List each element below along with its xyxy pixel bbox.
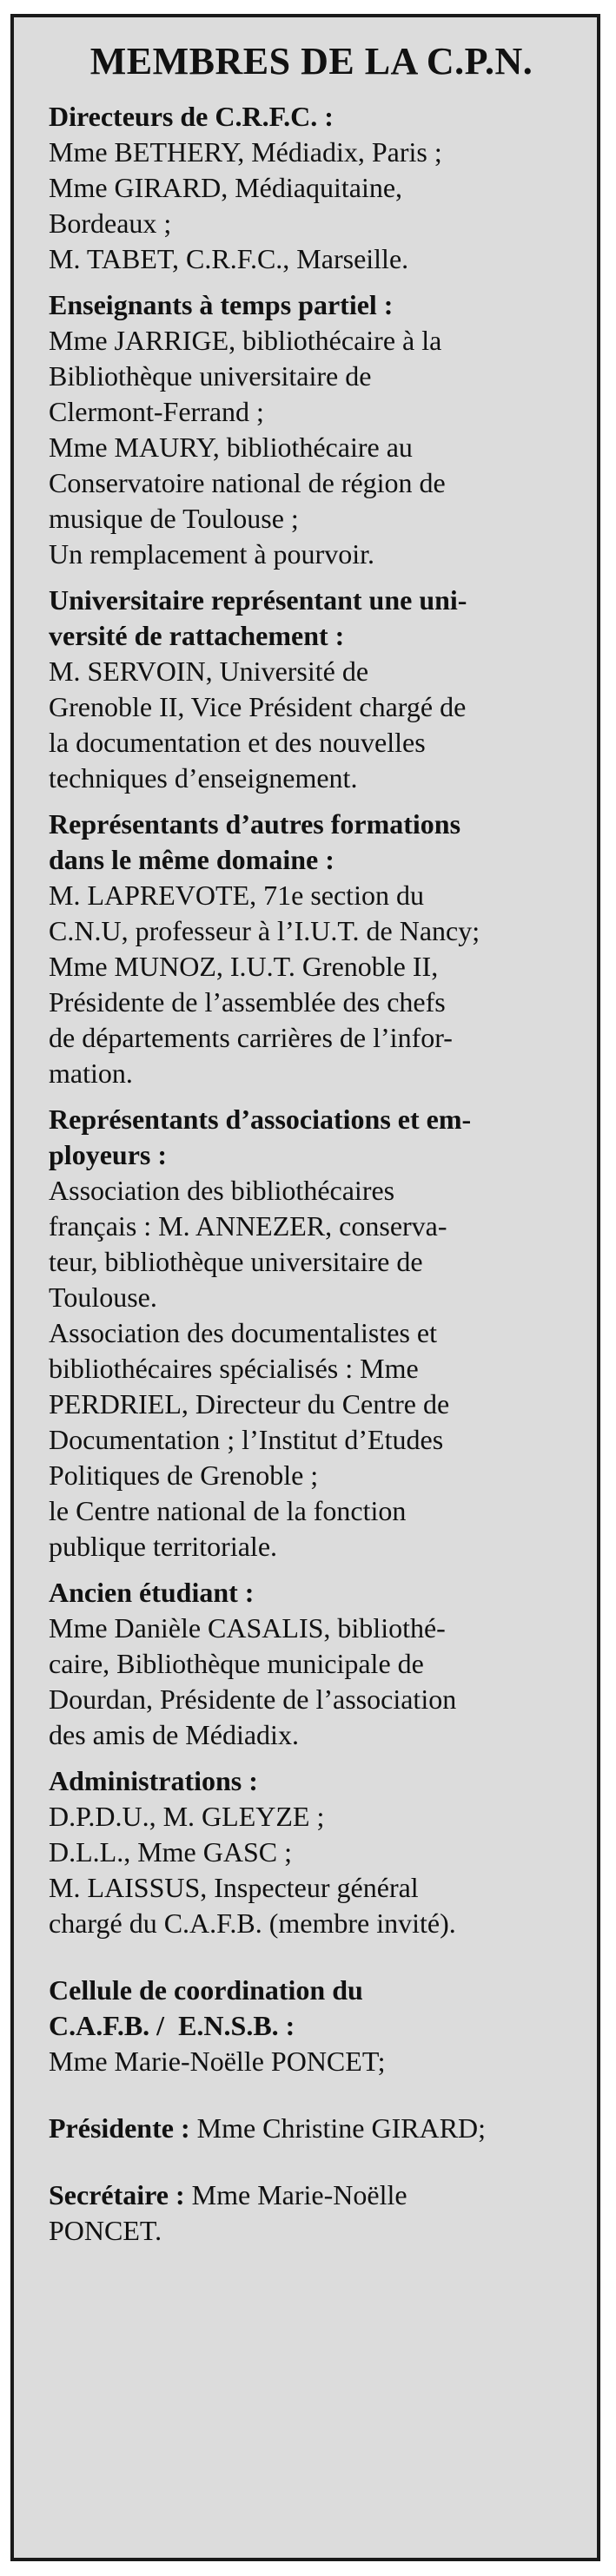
section-heading: ployeurs : [49,1139,167,1170]
section-heading: versité de rattachement : [49,620,345,651]
section-line: publique territoriale. [49,1531,278,1562]
secretaire-value: Mme Marie-Noëlle [184,2179,407,2210]
section-line: M. LAISSUS, Inspecteur général [49,1872,419,1903]
section-line: Clermont-Ferrand ; [49,396,264,427]
section-heading: C.A.F.B. / E.N.S.B. : [49,2010,295,2041]
section-line: musique de Toulouse ; [49,503,299,534]
section-line: techniques d’enseignement. [49,762,358,794]
section-line: de départements carrières de l’infor- [49,1022,453,1053]
section-line: Mme JARRIGE, bibliothécaire à la [49,325,442,356]
section-line: Présidente de l’assemblée des chefs [49,986,446,1018]
section-line: le Centre national de la fonction [49,1495,407,1526]
secretaire-line [49,2177,574,2213]
section-line: D.P.D.U., M. GLEYZE ; [49,1801,325,1832]
section-enseignants [49,287,574,572]
section-line: Mme MAURY, bibliothécaire au [49,432,413,463]
section-presidente [49,2111,574,2146]
section-line: Bordeaux ; [49,208,172,239]
cpn-members-box [10,14,600,2561]
section-line: D.L.L., Mme GASC ; [49,1836,292,1868]
section-line: Un remplacement à pourvoir. [49,538,374,570]
section-line: Mme MUNOZ, I.U.T. Grenoble II, [49,951,439,982]
presidente-label: Présidente : [49,2112,190,2144]
section-line: mation. [49,1057,133,1089]
section-heading: Enseignants à temps partiel : [49,289,394,320]
secretaire-line-2: PONCET. [49,2215,162,2246]
section-line: teur, bibliothèque universitaire de [49,1246,423,1277]
section-administrations [49,1763,574,1941]
section-line: chargé du C.A.F.B. (membre invité). [49,1907,456,1939]
section-heading: dans le même domaine : [49,844,334,875]
section-heading: Administrations : [49,1765,258,1796]
section-line: Grenoble II, Vice Président chargé de [49,691,467,722]
section-line: caire, Bibliothèque municipale de [49,1648,424,1679]
section-line: la documentation et des nouvelles [49,727,426,758]
section-line: Conservatoire national de région de [49,467,446,498]
section-line: Bibliothèque universitaire de [49,360,372,392]
section-line: PERDRIEL, Directeur du Centre de [49,1388,450,1420]
section-line: M. SERVOIN, Université de [49,656,369,687]
section-line: M. TABET, C.R.F.C., Marseille. [49,243,409,274]
secretaire-label: Secrétaire : [49,2179,185,2210]
section-line: Documentation ; l’Institut d’Etudes [49,1424,444,1455]
presidente-value: Mme Christine GIRARD; [189,2112,487,2144]
section-line: C.N.U, professeur à l’I.U.T. de Nancy; [49,915,480,946]
section-line: Association des bibliothécaires [49,1175,395,1206]
section-line: français : M. ANNEZER, conserva- [49,1210,447,1242]
section-associations [49,1102,574,1565]
section-heading: Ancien étudiant : [49,1577,255,1608]
page-title: MEMBRES DE LA C.P.N. [89,40,533,82]
section-heading: Représentants d’autres formations [49,808,461,840]
section-line: des amis de Médiadix. [49,1719,299,1750]
section-line: Politiques de Grenoble ; [49,1459,319,1491]
section-heading: Cellule de coordination du [49,1974,363,2006]
section-line: Mme BETHERY, Médiadix, Paris ; [49,136,442,168]
section-heading: Universitaire représentant une uni- [49,584,467,616]
section-secretaire [49,2177,574,2249]
presidente-line [49,2111,574,2146]
section-autres-formations [49,807,574,1091]
section-line: bibliothécaires spécialisés : Mme [49,1353,419,1384]
section-line: Mme GIRARD, Médiaquitaine, [49,172,403,203]
section-line: Dourdan, Présidente de l’association [49,1683,457,1715]
section-heading: Représentants d’associations et em- [49,1104,472,1135]
section-line: Mme Danièle CASALIS, bibliothé- [49,1612,446,1644]
section-cellule-coordination [49,1973,574,2079]
section-line: Mme Marie-Noëlle PONCET; [49,2046,386,2077]
section-heading: Directeurs de C.R.F.C. : [49,101,334,132]
section-universitaire [49,583,574,796]
section-line: Toulouse. [49,1281,157,1313]
section-directeurs [49,99,574,277]
section-ancien-etudiant [49,1575,574,1753]
section-line: M. LAPREVOTE, 71e section du [49,880,424,911]
section-line: Association des documentalistes et [49,1317,438,1348]
